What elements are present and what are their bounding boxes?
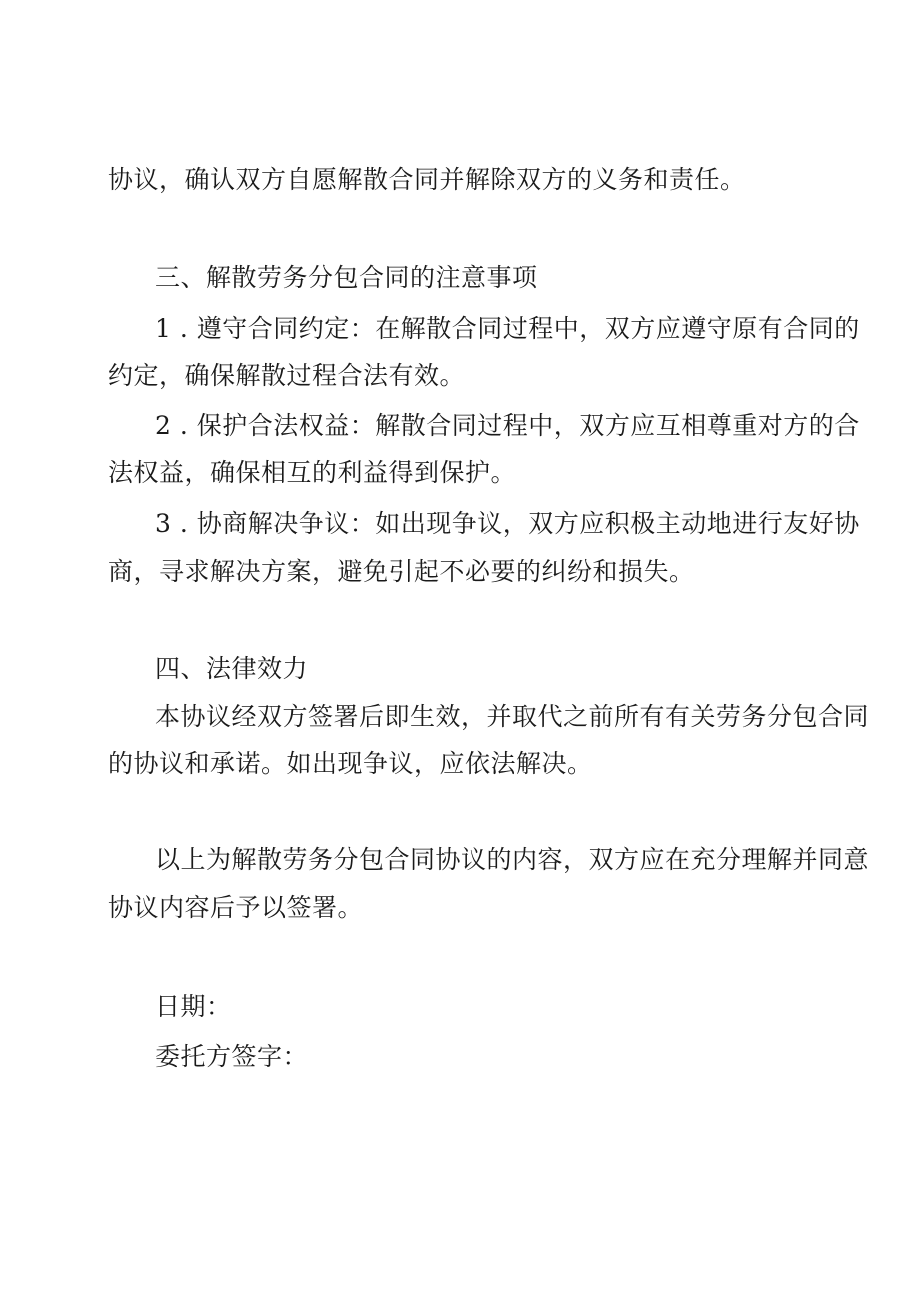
section-4-line-1: 本协议经双方签署后即生效，并取代之前所有有关劳务分包合同 — [155, 702, 870, 731]
item-1-line-2: 约定，确保解散过程合法有效。 — [108, 361, 466, 390]
item-2-line-2: 法权益，确保相互的利益得到保护。 — [108, 458, 517, 487]
item-2-line-1: 2 . 保护合法权益：解散合同过程中，双方应互相尊重对方的合 — [155, 411, 860, 440]
section-4-heading: 四、法律效力 — [155, 654, 309, 683]
item-3-line-1: 3 . 协商解决争议：如出现争议，双方应积极主动地进行友好协 — [155, 509, 860, 538]
section-4-line-2: 的协议和承诺。如出现争议，应依法解决。 — [108, 749, 593, 778]
signer-label: 委托方签字： — [155, 1042, 309, 1071]
item-1-line-1: 1 . 遵守合同约定：在解散合同过程中，双方应遵守原有合同的 — [155, 314, 860, 343]
section-3-heading: 三、解散劳务分包合同的注意事项 — [155, 263, 538, 292]
closing-line-2: 协议内容后予以签署。 — [108, 893, 364, 922]
date-label: 日期： — [155, 992, 232, 1021]
intro-line-1: 协议，确认双方自愿解散合同并解除双方的义务和责任。 — [108, 165, 746, 194]
item-3-line-2: 商，寻求解决方案，避免引起不必要的纠纷和损失。 — [108, 557, 695, 586]
closing-line-1: 以上为解散劳务分包合同协议的内容，双方应在充分理解并同意 — [155, 845, 870, 874]
